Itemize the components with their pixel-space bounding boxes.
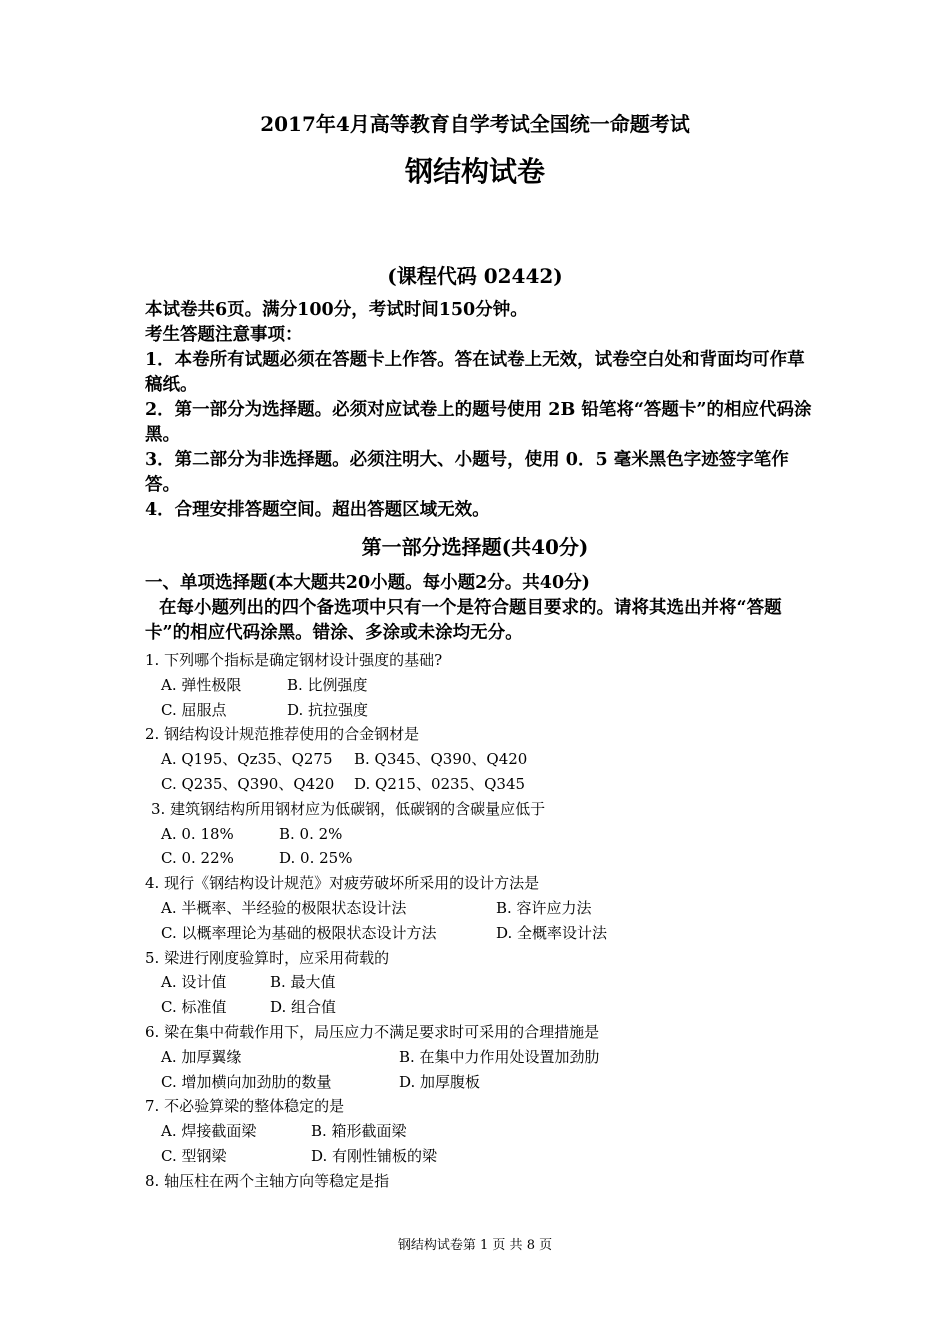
option-b: B. Q345、Q390、Q420 <box>354 750 528 769</box>
exam-summary: 本试卷共6页。满分100分，考试时间150分钟。 <box>145 300 528 320</box>
option-d: D. 全概率设计法 <box>496 923 608 942</box>
option-b: B. 最大值 <box>270 973 336 992</box>
question-stem: 7. 不必验算梁的整体稳定的是 <box>145 1097 345 1116</box>
option-a: A. 半概率、半经验的极限状态设计法 <box>161 898 407 917</box>
option-d: D. 组合值 <box>270 998 337 1017</box>
option-c: C. 0. 22% <box>161 849 234 868</box>
option-row <box>145 1119 825 1144</box>
section-instruction: 在每小题列出的四个备选项中只有一个是符合题目要求的。请将其选出并将“答题卡”的相应代码涂黑。错涂、多涂或未涂均无分。 <box>145 598 782 643</box>
option-row <box>145 1144 825 1169</box>
exam-header-line: 2017年4月高等教育自学考试全国统一命题考试 <box>260 112 690 136</box>
option-b: B. 箱形截面梁 <box>311 1122 407 1141</box>
option-row <box>145 921 825 946</box>
question-stem: 3. 建筑钢结构所用钢材应为低碳钢，低碳钢的含碳量应低于 <box>151 799 546 818</box>
question-stem: 8. 轴压柱在两个主轴方向等稳定是指 <box>145 1171 390 1190</box>
option-a: A. 焊接截面梁 <box>161 1122 257 1141</box>
option-a: A. 设计值 <box>161 973 227 992</box>
option-row <box>145 896 825 921</box>
section-title: 一、单项选择题(本大题共20小题。每小题2分。共40分) <box>145 573 590 593</box>
question-item <box>145 946 825 1020</box>
option-c: C. 型钢梁 <box>161 1146 227 1165</box>
question-item <box>145 871 825 945</box>
option-row <box>145 995 825 1020</box>
option-row <box>145 1045 825 1070</box>
option-b: B. 0. 2% <box>279 824 343 843</box>
option-c: C. 以概率理论为基础的极限状态设计方法 <box>161 923 437 942</box>
question-item <box>145 797 825 871</box>
note-item: 4．合理安排答题空间。超出答题区域无效。 <box>145 500 490 520</box>
question-list <box>145 648 825 1194</box>
option-c: C. 增加横向加劲肋的数量 <box>161 1072 332 1091</box>
option-d: D. 抗拉强度 <box>287 700 369 719</box>
notes-heading: 考生答题注意事项： <box>145 325 303 345</box>
option-d: D. 加厚腹板 <box>399 1072 481 1091</box>
note-item: 3．第二部分为非选择题。必须注明大、小题号，使用 0．5 毫米黑色字迹签字笔作答。 <box>145 450 789 495</box>
option-a: A. 加厚翼缘 <box>161 1047 242 1066</box>
option-b: B. 比例强度 <box>287 675 368 694</box>
question-stem: 6. 梁在集中荷载作用下，局压应力不满足要求时可采用的合理措施是 <box>145 1022 600 1041</box>
option-row <box>145 846 825 871</box>
note-item: 1．本卷所有试题必须在答题卡上作答。答在试卷上无效，试卷空白处和背面均可作草稿纸。 <box>145 350 805 395</box>
option-c: C. Q235、Q390、Q420 <box>161 774 335 793</box>
question-stem: 5. 梁进行刚度验算时，应采用荷载的 <box>145 948 390 967</box>
option-row <box>145 970 825 995</box>
question-item <box>145 1020 825 1094</box>
option-a: A. 0. 18% <box>161 824 234 843</box>
course-code: (课程代码 02442) <box>387 264 563 288</box>
option-a: A. Q195、Qz35、Q275 <box>161 750 333 769</box>
option-c: C. 标准值 <box>161 998 227 1017</box>
question-item <box>145 1169 825 1194</box>
question-stem: 1. 下列哪个指标是确定钢材设计强度的基础? <box>145 651 443 669</box>
option-row <box>145 772 825 797</box>
option-row <box>145 822 825 847</box>
option-c: C. 屈服点 <box>161 700 227 719</box>
option-row <box>145 698 825 723</box>
question-item <box>145 1094 825 1168</box>
question-stem: 2. 钢结构设计规范推荐使用的合金钢材是 <box>145 725 420 744</box>
section-one <box>145 571 815 646</box>
option-a: A. 弹性极限 <box>161 675 242 694</box>
exam-title: 钢结构试卷 <box>404 155 545 188</box>
part-one-heading: 第一部分选择题(共40分) <box>361 535 589 559</box>
option-row <box>145 1070 825 1095</box>
page-footer: 钢结构试卷第 1 页 共 8 页 <box>397 1238 553 1253</box>
option-d: D. Q215、0235、Q345 <box>354 774 526 793</box>
question-item <box>145 648 825 722</box>
option-d: D. 0. 25% <box>279 849 353 868</box>
option-row <box>145 747 825 772</box>
option-b: B. 在集中力作用处设置加劲肋 <box>399 1047 600 1066</box>
exam-instructions <box>145 298 815 523</box>
question-item <box>145 722 825 796</box>
note-item: 2．第一部分为选择题。必须对应试卷上的题号使用 2B 铅笔将“答题卡”的相应代码涂黑。 <box>145 400 812 445</box>
option-d: D. 有刚性铺板的梁 <box>311 1146 438 1165</box>
option-row <box>145 673 825 698</box>
question-stem: 4. 现行《钢结构设计规范》对疲劳破坏所采用的设计方法是 <box>145 874 540 893</box>
option-b: B. 容许应力法 <box>496 898 592 917</box>
